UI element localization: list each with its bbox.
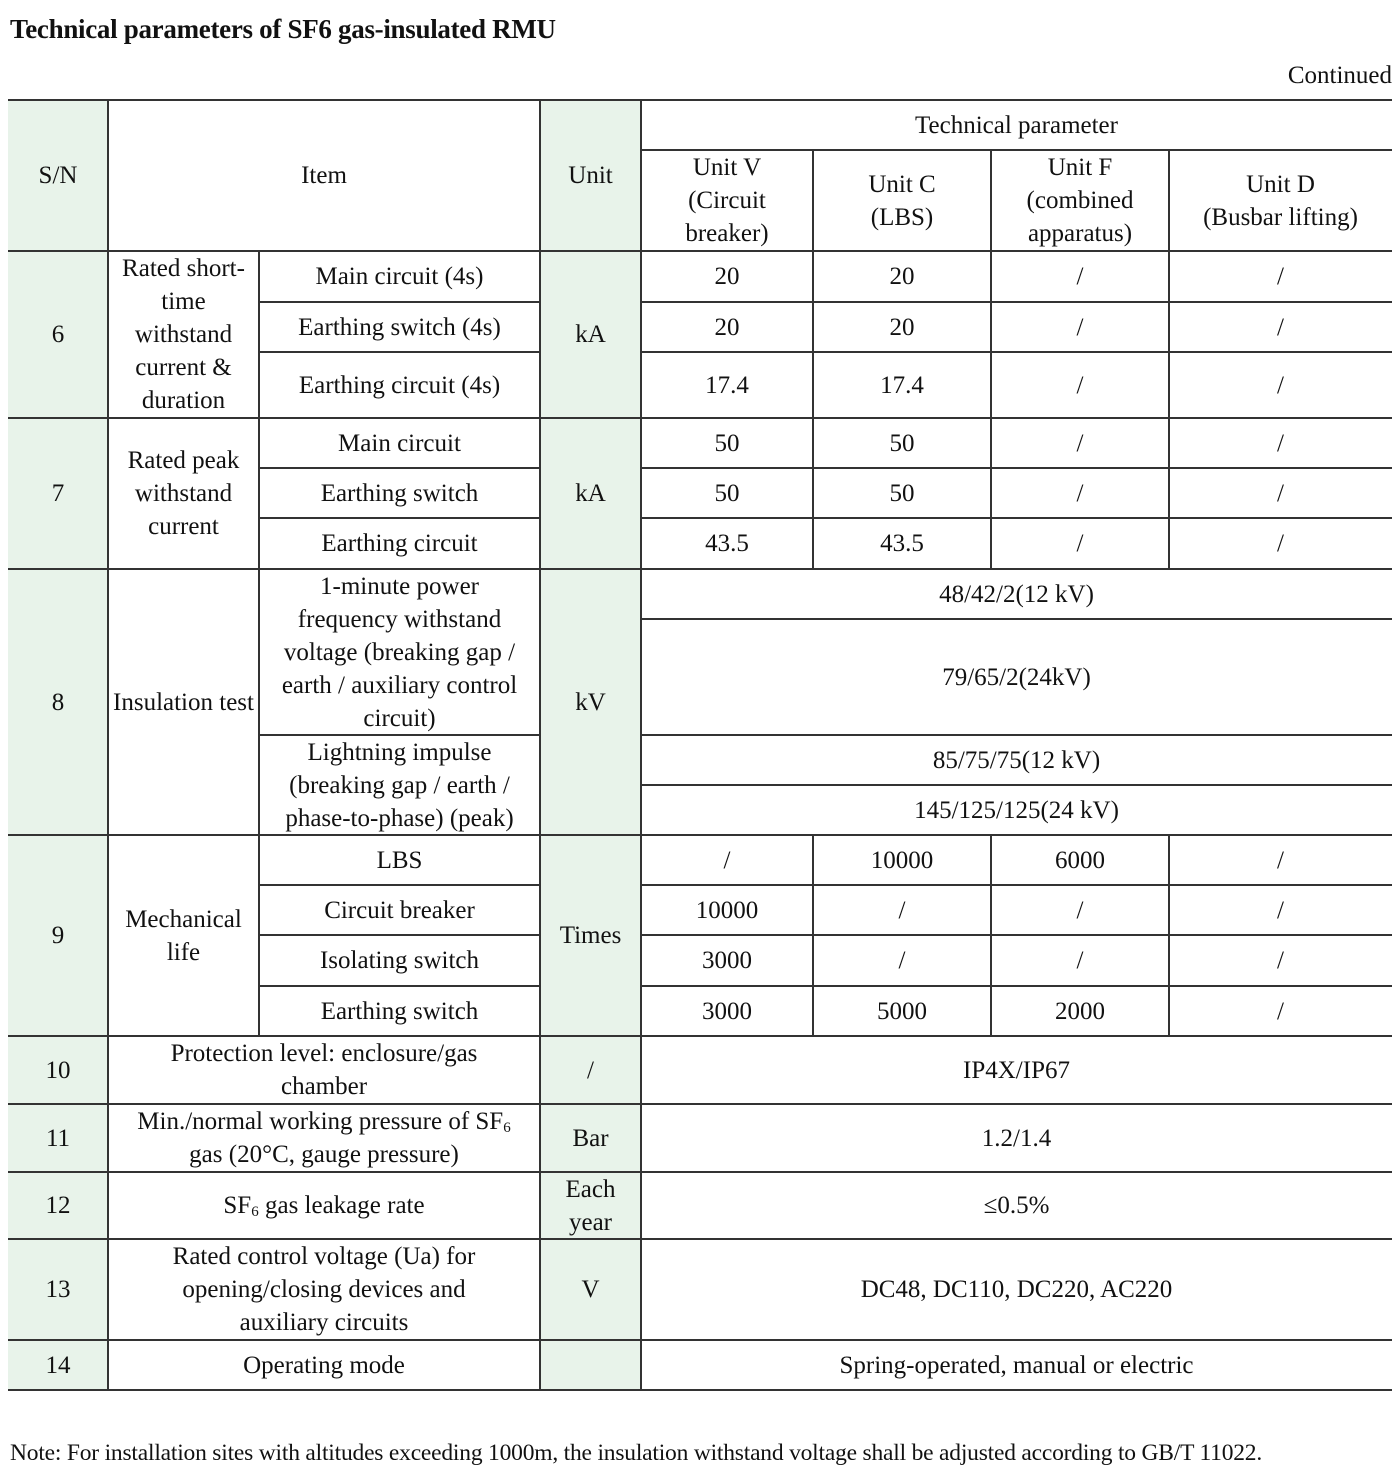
header-item: Item: [301, 162, 347, 189]
subscript: 6: [503, 1120, 511, 1136]
value-cell: /: [1076, 429, 1084, 457]
rule: [1168, 835, 1170, 1036]
rule: [539, 100, 541, 1390]
value-cell: /: [1277, 896, 1284, 924]
value-cell: 2000: [1055, 997, 1105, 1025]
row-6-sub-item: Earthing switch (4s): [298, 313, 501, 341]
rule: [8, 1238, 1392, 1240]
value-cell: /: [1277, 479, 1284, 507]
value-cell: 50: [714, 479, 740, 507]
row-6-unit: kA: [540, 251, 641, 418]
row-14-value: Spring-operated, manual or electric: [839, 1351, 1194, 1379]
header-technical-parameter: Technical parameter: [915, 111, 1118, 139]
row-6-sub-item: Main circuit (4s): [315, 263, 484, 290]
header-unit-v-line: Unit V: [692, 154, 762, 181]
row-8-group: Insulation test: [113, 688, 254, 716]
value-cell: /: [1076, 896, 1084, 924]
header-unit-v-line: breaker): [685, 220, 769, 247]
value-cell: 10000: [695, 896, 759, 924]
header-unit-c-line: (LBS): [870, 203, 934, 231]
row-7-group: Rated peak withstand current: [127, 447, 240, 540]
value-cell: 20: [714, 313, 740, 341]
header-unit-v: [641, 150, 813, 251]
footnote: Note: For installation sites with altitudes exceeding 1000m, the insulation withstand voltage shall be adjusted according to GB/T 11022.: [10, 1440, 1263, 1466]
row-11-unit: Bar: [540, 1104, 641, 1172]
row-9-sub-item: Earthing switch: [320, 997, 479, 1025]
row-9-sn: 9: [8, 835, 108, 1036]
value-cell: 20: [889, 313, 915, 341]
header-unit-v-line: (Circuit: [688, 187, 766, 214]
rule: [259, 884, 540, 886]
value-cell: /: [1076, 263, 1084, 290]
header-unit-d-line: Unit D: [1246, 170, 1315, 198]
header-unit-f-line: Unit F: [1047, 154, 1113, 181]
row-7-unit: kA: [540, 418, 641, 569]
row-11-sn: 11: [8, 1104, 108, 1172]
rule: [641, 934, 1392, 936]
rule: [8, 99, 1392, 101]
value-cell: /: [1277, 530, 1284, 557]
header-unit: Unit: [540, 100, 641, 251]
row-8-sub-item: 1-minute power frequency withstand voltage (breaking gap / earth / auxiliary control circuit): [281, 572, 518, 732]
rule: [259, 467, 540, 469]
row-10-unit: /: [540, 1036, 641, 1104]
row-6-group: Rated short-time withstand current & duration: [122, 255, 245, 414]
row-7-sub-item: Earthing circuit: [321, 530, 478, 557]
rule: [258, 251, 260, 1036]
value-cell: /: [1076, 371, 1084, 399]
rule: [8, 1339, 1392, 1341]
value-cell: 50: [714, 429, 740, 457]
rule: [259, 517, 540, 519]
value-cell: /: [1277, 263, 1284, 290]
row-7-sub-item: Earthing switch: [320, 479, 479, 507]
value-cell-merged: 48/42/2(12 kV): [939, 580, 1094, 608]
rule: [259, 301, 540, 303]
rule: [812, 835, 814, 1036]
rule: [641, 985, 1392, 987]
value-cell: 10000: [870, 846, 934, 874]
rule: [640, 100, 642, 1390]
header-unit-f-line: apparatus): [1027, 220, 1133, 247]
rule: [259, 734, 540, 736]
row-9-sub-item: LBS: [376, 846, 423, 874]
row-7-sub-item: Main circuit: [338, 429, 461, 457]
value-cell: /: [1277, 313, 1284, 341]
rule: [8, 1171, 1392, 1173]
value-cell-merged: 145/125/125(24 kV): [914, 796, 1119, 824]
header-sn: S/N: [8, 100, 108, 251]
value-cell: /: [723, 846, 731, 874]
row-10-item: Protection level: enclosure/gas chamber: [170, 1040, 478, 1100]
row-14-unit: [540, 1340, 641, 1390]
rule: [641, 618, 1392, 620]
rule: [812, 150, 814, 569]
rule: [8, 417, 1392, 419]
row-6-sn: 6: [8, 251, 108, 418]
rule: [8, 834, 1392, 836]
row-9-group: Mechanical life: [125, 905, 242, 966]
rule: [8, 568, 1392, 570]
value-cell: /: [1277, 947, 1284, 974]
rule: [641, 301, 1392, 303]
row-7-sn: 7: [8, 418, 108, 569]
row-11-value: 1.2/1.4: [981, 1124, 1052, 1152]
row-13-sn: 13: [8, 1239, 108, 1340]
value-cell: /: [1076, 947, 1084, 974]
value-cell: 50: [889, 479, 915, 507]
value-cell: 43.5: [880, 530, 924, 557]
rule: [641, 467, 1392, 469]
subscript: 6: [251, 1204, 259, 1220]
value-cell: 3000: [702, 997, 752, 1025]
value-cell: /: [1277, 846, 1284, 874]
header-unit-f-line: (combined: [1026, 187, 1134, 214]
value-cell: 6000: [1055, 846, 1105, 874]
value-cell: /: [898, 896, 906, 924]
value-cell: 20: [889, 263, 915, 290]
row-8-sub-item: Lightning impulse (breaking gap / earth / phase-to-phase) (peak): [285, 738, 514, 832]
value-cell: /: [1076, 530, 1084, 557]
value-cell: 50: [889, 429, 915, 457]
row-8-sn: 8: [8, 569, 108, 835]
rule: [8, 1389, 1392, 1391]
row-12-value: ≤0.5%: [983, 1192, 1050, 1219]
rule: [1168, 150, 1170, 569]
rule: [8, 1035, 1392, 1037]
value-cell: 20: [714, 263, 740, 290]
header-unit-d-line: (Busbar lifting): [1203, 203, 1358, 231]
value-cell: /: [1277, 997, 1284, 1025]
rule: [641, 149, 1392, 151]
value-cell: /: [1076, 313, 1084, 341]
rule: [8, 1103, 1392, 1105]
value-cell-merged: 79/65/2(24kV): [942, 663, 1091, 691]
row-10-sn: 10: [8, 1036, 108, 1104]
row-12-unit: Each year: [540, 1172, 641, 1239]
row-12-sn: 12: [8, 1172, 108, 1239]
header-unit-c-line: Unit C: [868, 170, 936, 198]
rule: [990, 835, 992, 1036]
value-cell-merged: 85/75/75(12 kV): [932, 746, 1101, 774]
row-11-item: [108, 1104, 540, 1172]
row-9-sub-item: Circuit breaker: [324, 896, 475, 924]
header-unit-d: [1169, 150, 1392, 251]
value-cell: /: [1277, 429, 1284, 457]
row-14-sn: 14: [8, 1340, 108, 1390]
row-8-unit: kV: [540, 569, 641, 835]
row-14-item: Operating mode: [243, 1351, 405, 1379]
rule: [8, 250, 1392, 252]
document-title: Technical parameters of SF6 gas-insulated RMU: [10, 14, 556, 44]
value-cell: 17.4: [880, 371, 924, 399]
header-unit-c: [813, 150, 991, 251]
row-12-item: [108, 1172, 540, 1239]
item-text: SF: [223, 1192, 252, 1219]
row-13-unit: V: [540, 1239, 641, 1340]
row-6-sub-item: Earthing circuit (4s): [298, 371, 501, 399]
header-unit-f: [991, 150, 1169, 251]
row-13-value: DC48, DC110, DC220, AC220: [860, 1276, 1173, 1303]
row-9-sub-item: Isolating switch: [319, 947, 479, 974]
rule: [641, 784, 1392, 786]
item-text: gas leakage rate: [258, 1192, 425, 1219]
item-text: gas (20°C, gauge pressure): [189, 1141, 459, 1168]
continued-label: Continued: [1287, 62, 1392, 89]
row-10-value: IP4X/IP67: [963, 1056, 1070, 1084]
value-cell: 43.5: [705, 530, 749, 557]
rule: [641, 351, 1392, 353]
rule: [641, 517, 1392, 519]
rule: [259, 934, 540, 936]
value-cell: /: [1076, 479, 1084, 507]
rule: [259, 985, 540, 987]
value-cell: /: [898, 947, 906, 974]
value-cell: 5000: [877, 997, 927, 1025]
rule: [107, 100, 109, 1390]
value-cell: 17.4: [705, 371, 749, 399]
rule: [990, 150, 992, 569]
value-cell: /: [1277, 371, 1284, 399]
value-cell: 3000: [702, 947, 752, 974]
item-text: Min./normal working pressure of SF: [137, 1108, 504, 1135]
rule: [259, 351, 540, 353]
rule: [641, 884, 1392, 886]
row-13-item: Rated control voltage (Ua) for opening/closing devices and auxiliary circuits: [172, 1243, 476, 1336]
row-9-unit: Times: [540, 835, 641, 1036]
rule: [641, 734, 1392, 736]
